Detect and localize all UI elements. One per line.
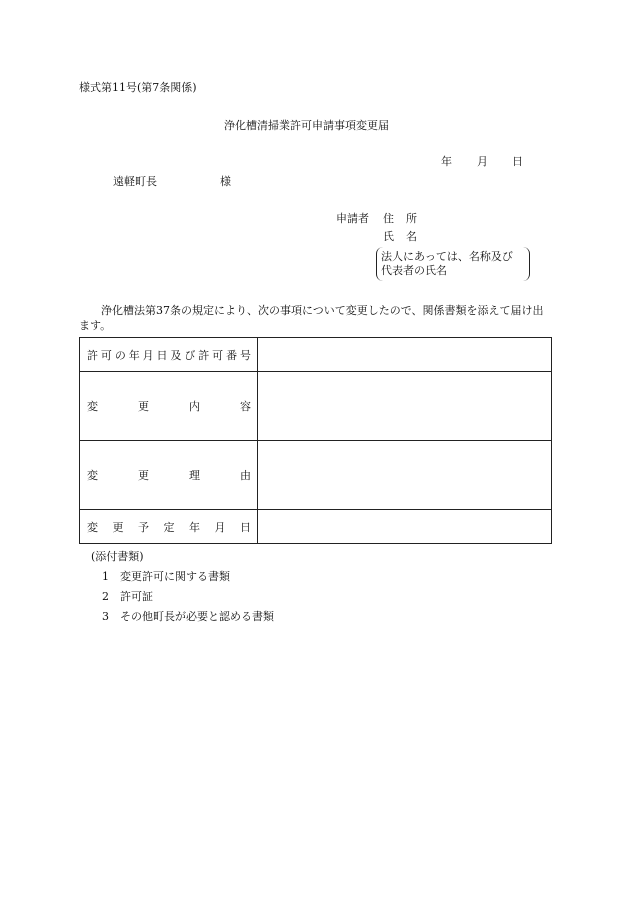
addressee-honorific: 様 bbox=[220, 175, 231, 188]
change-reason-field[interactable] bbox=[258, 441, 552, 510]
table-row bbox=[80, 510, 552, 544]
name-label-1: 氏 bbox=[383, 230, 394, 243]
change-content-field[interactable] bbox=[258, 372, 552, 441]
change-details-table bbox=[79, 337, 552, 544]
date-year: 年 bbox=[441, 155, 452, 168]
applicant-label: 申請者 bbox=[336, 212, 369, 225]
document-title: 浄化槽清掃業許可申請事項変更届 bbox=[224, 119, 389, 132]
change-content-label: 変 更 内 容 bbox=[80, 372, 258, 441]
list-item: 3 その他町長が必要と認める書類 bbox=[102, 610, 274, 623]
addressee-name: 遠軽町長 bbox=[113, 175, 157, 188]
list-item: 1 変更許可に関する書類 bbox=[102, 570, 230, 583]
planned-change-date-field[interactable] bbox=[258, 510, 552, 544]
permit-date-number-field[interactable] bbox=[258, 338, 552, 372]
table-row bbox=[80, 372, 552, 441]
corporate-note-line-1: 法人にあっては、名称及び bbox=[381, 250, 513, 263]
table-row bbox=[80, 338, 552, 372]
attachments-list bbox=[91, 547, 274, 627]
name-label-2: 名 bbox=[406, 230, 417, 243]
address-label-1: 住 bbox=[383, 212, 394, 225]
declaration-paragraph: 浄化槽法第37条の規定により、次の事項について変更したので、関係書類を添えて届け出ます。 bbox=[79, 304, 544, 332]
corporate-note-line-2: 代表者の氏名 bbox=[381, 264, 447, 277]
form-number: 様式第11号(第7条関係) bbox=[79, 81, 197, 94]
table-row bbox=[80, 441, 552, 510]
planned-change-date-label: 変 更 予 定 年 月 日 bbox=[80, 510, 258, 544]
change-reason-label: 変 更 理 由 bbox=[80, 441, 258, 510]
date-day: 日 bbox=[512, 155, 523, 168]
attachments-heading: (添付書類) bbox=[91, 550, 144, 563]
address-label-2: 所 bbox=[406, 212, 417, 225]
list-item: 2 許可証 bbox=[102, 590, 153, 603]
corporate-note-bracket bbox=[376, 247, 530, 281]
date-month: 月 bbox=[477, 155, 488, 168]
permit-date-number-label: 許 可 の 年 月 日 及 び 許 可 番 号 bbox=[80, 338, 258, 372]
